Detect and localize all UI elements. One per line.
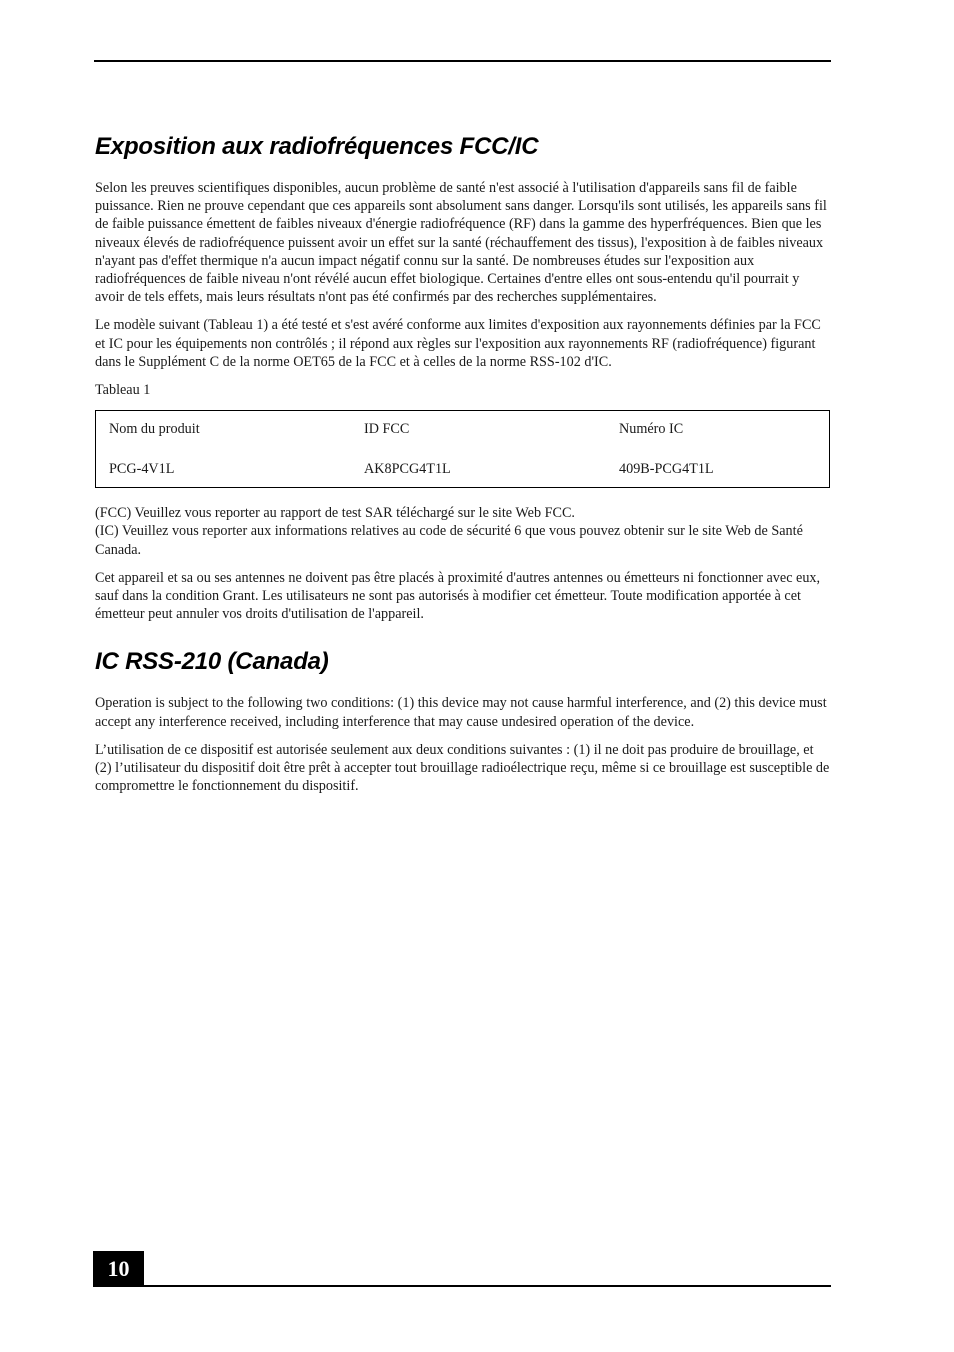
- footer-rule: [94, 1285, 831, 1287]
- product-id-table: [95, 410, 830, 488]
- table-header-product-name: Nom du produit: [109, 421, 200, 438]
- paragraph-scientific-evidence: Selon les preuves scientifiques disponibles, aucun problème de santé n'est associé à l'utilisation d'appareils sans fil de faible puissance. Rien ne prouve cependant que ces appareils sont absolument sans danger. Lorsqu'ils sont utilisés, les appareils sans fil de faible puissance émettent de faibles niveaux d'énergie radiofréquence (RF) dans la gamme des hyperfréquences. Bien que les niveaux élevés de radiofréquence puissent avoir un effet sur la santé (réchauffement des tissus), l'exposition à de faibles niveaux n'ayant pas d'effet thermique n'a aucun impact négatif connu sur la santé. De nombreuses études sur l'exposition aux radiofréquences de faible niveau n'ont révélé aucun effet biologique. Certaines d'entre elles ont sous-entendu qu'il pourrait y avoir de tels effets, mais leurs résultats n'ont pas été confirmés par des recherches supplémentaires.: [95, 180, 827, 306]
- table-row: [96, 459, 829, 479]
- paragraph-model-compliance: Le modèle suivant (Tableau 1) a été testé et s'est avéré conforme aux limites d'exposition aux rayonnements définies par la FCC et IC pour les équipements non contrôlés ; il répond aux règles sur l'exposition aux rayonnements RF (radiofréquence) figurant dans le Supplément C de la norme OET65 de la FCC et à celles de la norme RSS-102 d'IC.: [95, 317, 821, 370]
- paragraph-antenna-restriction: Cet appareil et sa ou ses antennes ne doivent pas être placés à proximité d'autres antennes ou émetteurs ni fonctionner avec eux, sauf dans la condition Grant. Les utilisateurs ne sont pas autorisés à modifier cet émetteur. Toute modification apportée à cet émetteur peut annuler vos droits d'utilisation de l'appareil.: [95, 569, 821, 623]
- table-header-ic-number: Numéro IC: [619, 421, 684, 438]
- header-rule: [94, 60, 831, 62]
- page-content: [95, 132, 830, 805]
- note-fcc-sar: (FCC) Veuillez vous reporter au rapport de test SAR téléchargé sur le site Web FCC.: [95, 505, 575, 522]
- page-number: 10: [93, 1251, 144, 1287]
- paragraph-operation-conditions-fr: L’utilisation de ce dispositif est autorisée seulement aux deux conditions suivantes : (1) il ne doit pas produire de brouillage, et (2) l’utilisateur du dispositif doit être prêt à accepter tout brouillage radioélectrique reçu, même si ce brouillage est susceptible de compromettre le fonctionnement du dispositif.: [95, 741, 830, 795]
- table-cell-ic-number: 409B-PCG4T1L: [619, 461, 714, 478]
- table-header-row: [96, 419, 829, 439]
- note-ic-safety-code: (IC) Veuillez vous reporter aux informations relatives au code de sécurité 6 que vous pouvez obtenir sur le site Web de Santé Canada.: [95, 523, 803, 558]
- table-cell-fcc-id: AK8PCG4T1L: [364, 461, 451, 478]
- paragraph-operation-conditions-en: Operation is subject to the following two conditions: (1) this device may not cause harmful interference, and (2) this device must accept any interference received, including interference that may cause undesired operation of the device.: [95, 695, 827, 730]
- table-caption: Tableau 1: [95, 382, 151, 399]
- section-heading-ic-rss-210: IC RSS-210 (Canada): [95, 648, 329, 676]
- table-header-fcc-id: ID FCC: [364, 421, 410, 438]
- section-heading-fcc-ic: Exposition aux radiofréquences FCC/IC: [95, 133, 539, 160]
- table-cell-product-name: PCG-4V1L: [109, 461, 175, 478]
